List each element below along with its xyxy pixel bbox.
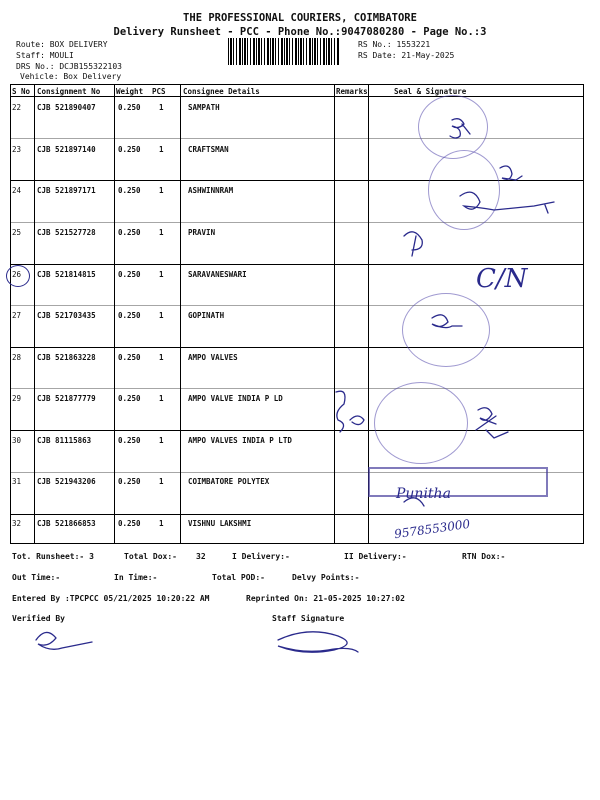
row-consignee: PRAVIN [188,228,216,237]
delvy-points: Delvy Points:- [292,573,360,582]
handwritten-name: Punitha [396,486,451,502]
row-pcs: 1 [159,353,164,362]
col-header-sno: S No [12,87,31,96]
total-dox-value: 32 [196,552,206,561]
row-sno: 22 [12,103,22,112]
row-weight: 0.250 [118,311,141,320]
row-consignment: CJB 521863228 [37,353,96,362]
handwritten-mark-row26: C/N [476,264,528,294]
total-dox-label: Total Dox:- [124,552,177,561]
reprinted-on: Reprinted On: 21-05-2025 10:27:02 [246,594,405,603]
row-consignment: CJB 81115863 [37,436,92,445]
row-consignment: CJB 521943206 [37,477,96,486]
verified-by: Verified By [12,614,65,623]
vehicle-label: Vehicle: Box Delivery [20,72,122,81]
staff-signature: Staff Signature [272,614,345,623]
row-pcs: 1 [159,103,164,112]
total-pod: Total POD:- [212,573,265,582]
row-sno: 31 [12,477,22,486]
row-consignee: COIMBATORE POLYTEX [188,477,270,486]
in-time: In Time:- [114,573,158,582]
out-time: Out Time:- [12,573,61,582]
company-title: THE PROFESSIONAL COURIERS, COIMBATORE [183,12,417,24]
row-sno: 26 [12,270,22,279]
row-consignee: SAMPATH [188,103,220,112]
row-consignee: GOPINATH [188,311,225,320]
col-header-seal-signature: Seal & Signature [394,87,467,96]
row-sno: 32 [12,519,22,528]
row-consignment: CJB 521814815 [37,270,96,279]
row-pcs: 1 [159,477,164,486]
row-sno: 28 [12,353,22,362]
row-consignment: CJB 521866853 [37,519,96,528]
row-weight: 0.250 [118,270,141,279]
rs-number: RS No.: 1553221 [358,40,431,49]
entered-by: Entered By :TPCPCC 05/21/2025 10:20:22 AM [12,594,210,603]
row-weight: 0.250 [118,436,141,445]
row-pcs: 1 [159,228,164,237]
handwritten-phone: 9578553000 [393,516,471,542]
row-consignee: CRAFTSMAN [188,145,229,154]
row-sno: 29 [12,394,22,403]
row-weight: 0.250 [118,145,141,154]
row-consignment: CJB 521890407 [37,103,96,112]
ii-delivery: II Delivery:- [344,552,407,561]
rs-date: RS Date: 21-May-2025 [358,51,455,60]
row-weight: 0.250 [118,103,141,112]
runsheet-subtitle: Delivery Runsheet - PCC - Phone No.:9047080280 - Page No.:3 [113,26,487,38]
rtn-dox: RTN Dox:- [462,552,506,561]
row-pcs: 1 [159,270,164,279]
row-consignment: CJB 521897140 [37,145,96,154]
row-consignee: SARAVANESWARI [188,270,247,279]
tot-runsheet: Tot. Runsheet:- 3 [12,552,94,561]
row-sno: 23 [12,145,22,154]
row-sno: 27 [12,311,22,320]
row-consignment: CJB 521527728 [37,228,96,237]
col-header-consignee: Consignee Details [183,87,260,96]
row-pcs: 1 [159,394,164,403]
row-consignee: AMPO VALVES INDIA P LTD [188,436,292,445]
row-weight: 0.250 [118,477,141,486]
row-pcs: 1 [159,186,164,195]
row-consignment: CJB 521897171 [37,186,96,195]
row-consignment: CJB 521877779 [37,394,96,403]
row-pcs: 1 [159,436,164,445]
col-header-remarks: Remarks [336,87,368,96]
row-pcs: 1 [159,145,164,154]
row-sno: 25 [12,228,22,237]
route-label: Route: BOX DELIVERY [16,40,108,49]
row-weight: 0.250 [118,228,141,237]
row-consignee: AMPO VALVE INDIA P LD [188,394,283,403]
col-header-pcs: PCS [152,87,166,96]
row-consignee: ASHWINNRAM [188,186,234,195]
staff-label: Staff: MOULI [16,51,74,60]
row-sno: 30 [12,436,22,445]
row-consignee: AMPO VALVES [188,353,238,362]
row-sno: 24 [12,186,22,195]
row-pcs: 1 [159,519,164,528]
col-header-consignment: Consignment No [37,87,101,96]
row-pcs: 1 [159,311,164,320]
row-weight: 0.250 [118,353,141,362]
row-weight: 0.250 [118,519,141,528]
row-weight: 0.250 [118,394,141,403]
drs-number: DRS No.: DCJB155322103 [16,62,122,71]
row-consignment: CJB 521703435 [37,311,96,320]
i-delivery: I Delivery:- [232,552,290,561]
row-weight: 0.250 [118,186,141,195]
row-consignee: VISHNU LAKSHMI [188,519,252,528]
col-header-weight: Weight [116,87,144,96]
